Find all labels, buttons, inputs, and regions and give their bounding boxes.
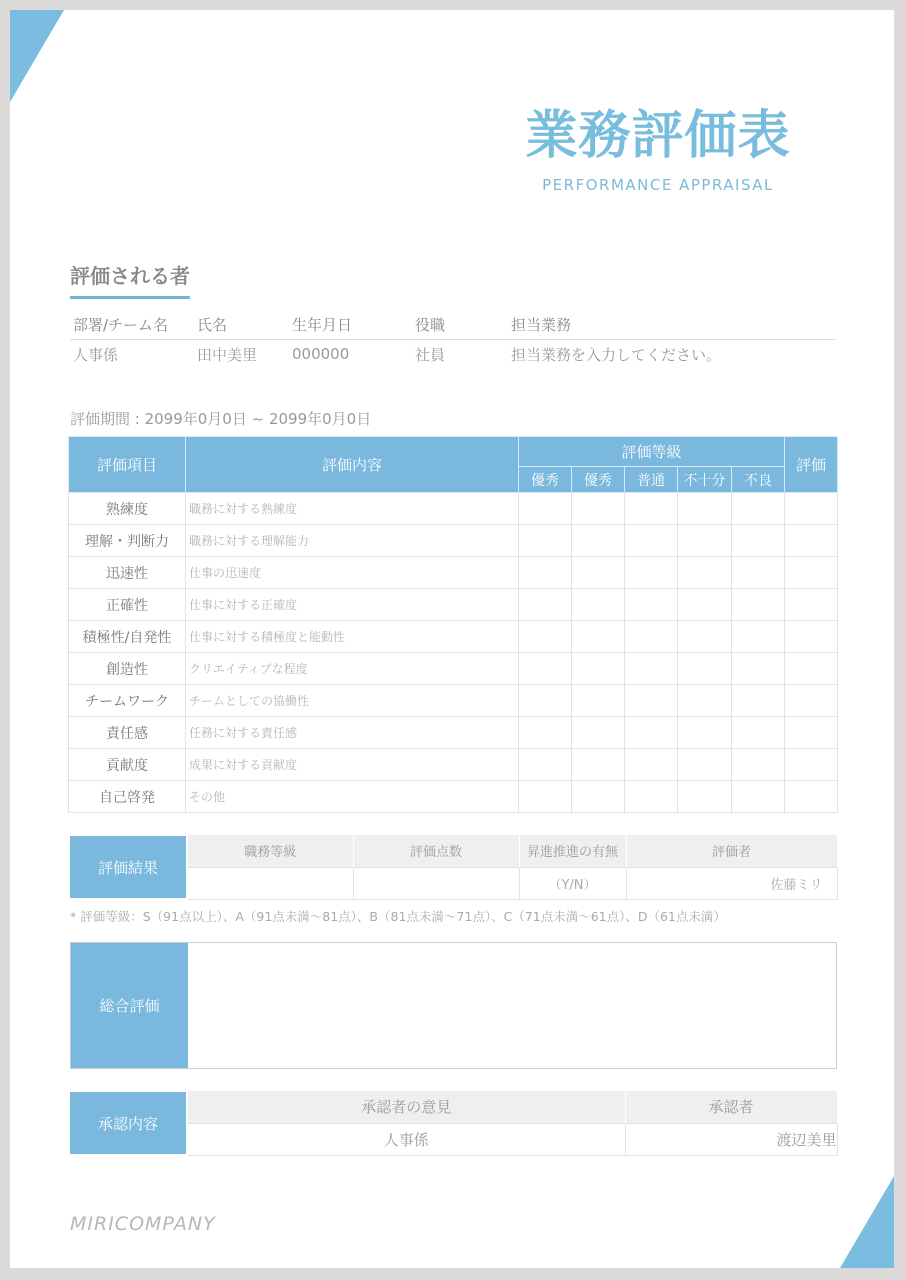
name-field[interactable]: 田中美里 <box>197 345 258 364</box>
score-cell[interactable] <box>785 525 838 557</box>
corner-decoration-top-left <box>10 10 64 102</box>
grade-cell-5[interactable] <box>732 749 785 781</box>
eval-item-label: 理解・判断力 <box>69 525 186 557</box>
evaluation-table <box>68 436 838 813</box>
evaluatee-header-row <box>70 310 836 340</box>
grade-cell-1[interactable] <box>519 493 572 525</box>
grade-cell-3[interactable] <box>625 685 678 717</box>
grade-cell-1[interactable] <box>519 557 572 589</box>
grade-scale-note: * 評価等級：S（91点以上）、A（91点未満～81点）、B（81点未満～71点）、C（71点未満～61点）、D（61点未満） <box>70 909 726 924</box>
eval-item-description: 任務に対する責任感 <box>186 717 519 749</box>
header-grade-3: 普通 <box>625 467 678 493</box>
eval-item-description: その他 <box>186 781 519 813</box>
eval-points-field[interactable] <box>353 867 519 899</box>
overall-evaluation-box <box>70 942 837 1069</box>
grade-cell-2[interactable] <box>572 653 625 685</box>
grade-cell-5[interactable] <box>732 589 785 621</box>
eval-item-description: チームとしての協働性 <box>186 685 519 717</box>
grade-cell-4[interactable] <box>678 717 732 749</box>
header-grade-5: 不良 <box>732 467 785 493</box>
corner-decoration-bottom-right <box>840 1176 894 1268</box>
document-subtitle: PERFORMANCE APPRAISAL <box>542 176 774 194</box>
eval-item-label: 自己啓発 <box>69 781 186 813</box>
evaluatee-values-row <box>70 340 836 368</box>
evaluation-row <box>69 685 838 717</box>
evaluator-field[interactable]: 佐藤ミリ <box>626 867 837 899</box>
grade-cell-4[interactable] <box>678 557 732 589</box>
score-cell[interactable] <box>785 781 838 813</box>
header-evaluator: 評価者 <box>626 835 837 867</box>
grade-cell-2[interactable] <box>572 781 625 813</box>
eval-item-label: チームワーク <box>69 685 186 717</box>
evaluation-row <box>69 781 838 813</box>
score-cell[interactable] <box>785 493 838 525</box>
approver-field[interactable]: 渡辺美里 <box>625 1123 837 1155</box>
eval-item-description: 成果に対する貢献度 <box>186 749 519 781</box>
grade-cell-1[interactable] <box>519 621 572 653</box>
grade-cell-4[interactable] <box>678 653 732 685</box>
eval-item-label: 積極性/自発性 <box>69 621 186 653</box>
evaluation-period: 評価期間 : 2099年0月0日 ~ 2099年0月0日 <box>70 410 372 428</box>
header-eval-points: 評価点数 <box>353 835 519 867</box>
header-promotion: 昇進推進の有無 <box>519 835 626 867</box>
grade-cell-2[interactable] <box>572 621 625 653</box>
header-job-grade: 職務等級 <box>187 835 353 867</box>
evaluatee-heading: 評価される者 <box>70 260 190 299</box>
grade-cell-4[interactable] <box>678 749 732 781</box>
department-field[interactable]: 人事係 <box>73 345 119 364</box>
promotion-field[interactable]: （Y/N） <box>519 867 626 899</box>
grade-cell-4[interactable] <box>678 621 732 653</box>
grade-cell-5[interactable] <box>732 685 785 717</box>
header-department: 部署/チーム名 <box>73 316 169 334</box>
grade-cell-2[interactable] <box>572 589 625 621</box>
grade-cell-1[interactable] <box>519 781 572 813</box>
duties-field[interactable]: 担当業務を入力してください。 <box>511 345 722 364</box>
header-grade-1: 優秀 <box>519 467 572 493</box>
evaluation-row <box>69 557 838 589</box>
grade-cell-3[interactable] <box>625 621 678 653</box>
overall-label: 総合評価 <box>71 943 188 1068</box>
header-eval-item: 評価項目 <box>69 437 186 493</box>
document-title: 業務評価表 <box>525 106 791 166</box>
header-score: 評価 <box>785 437 838 493</box>
approval-label: 承認内容 <box>69 1091 187 1155</box>
eval-item-description: 仕事に対する積極度と能動性 <box>186 621 519 653</box>
header-position: 役職 <box>415 316 446 334</box>
grade-cell-4[interactable] <box>678 493 732 525</box>
grade-cell-5[interactable] <box>732 781 785 813</box>
grade-cell-2[interactable] <box>572 493 625 525</box>
grade-cell-1[interactable] <box>519 685 572 717</box>
approval-table <box>68 1090 838 1156</box>
grade-cell-3[interactable] <box>625 781 678 813</box>
grade-cell-5[interactable] <box>732 525 785 557</box>
approver-opinion-field[interactable]: 人事係 <box>187 1123 625 1155</box>
score-cell[interactable] <box>785 717 838 749</box>
grade-cell-4[interactable] <box>678 685 732 717</box>
evaluation-row <box>69 621 838 653</box>
evaluation-row <box>69 749 838 781</box>
eval-item-description: 職務に対する熟練度 <box>186 493 519 525</box>
grade-cell-3[interactable] <box>625 749 678 781</box>
score-cell[interactable] <box>785 557 838 589</box>
header-eval-content: 評価内容 <box>186 437 519 493</box>
eval-item-label: 貢献度 <box>69 749 186 781</box>
score-cell[interactable] <box>785 749 838 781</box>
grade-cell-5[interactable] <box>732 717 785 749</box>
title-block <box>518 106 798 194</box>
evaluation-row <box>69 717 838 749</box>
grade-cell-2[interactable] <box>572 525 625 557</box>
header-grade-4: 不十分 <box>678 467 732 493</box>
result-table <box>68 834 838 900</box>
position-field[interactable]: 社員 <box>415 345 446 364</box>
grade-cell-5[interactable] <box>732 493 785 525</box>
eval-item-label: 熟練度 <box>69 493 186 525</box>
grade-cell-2[interactable] <box>572 749 625 781</box>
grade-cell-1[interactable] <box>519 717 572 749</box>
header-approver-opinion: 承認者の意見 <box>187 1091 625 1123</box>
grade-cell-1[interactable] <box>519 749 572 781</box>
evaluation-row <box>69 493 838 525</box>
eval-item-label: 責任感 <box>69 717 186 749</box>
overall-evaluation-field[interactable] <box>188 943 836 1068</box>
document-page <box>10 10 894 1268</box>
eval-item-label: 迅速性 <box>69 557 186 589</box>
header-approver: 承認者 <box>625 1091 837 1123</box>
grade-cell-3[interactable] <box>625 589 678 621</box>
birthdate-field[interactable]: 000000 <box>292 345 350 363</box>
grade-cell-3[interactable] <box>625 557 678 589</box>
header-grade-group: 評価等級 <box>519 437 785 467</box>
grade-cell-5[interactable] <box>732 557 785 589</box>
evaluatee-info-table <box>70 310 836 368</box>
score-cell[interactable] <box>785 621 838 653</box>
grade-cell-4[interactable] <box>678 781 732 813</box>
score-cell[interactable] <box>785 653 838 685</box>
grade-cell-3[interactable] <box>625 717 678 749</box>
grade-cell-2[interactable] <box>572 557 625 589</box>
header-grade-2: 優秀 <box>572 467 625 493</box>
grade-cell-3[interactable] <box>625 525 678 557</box>
grade-cell-2[interactable] <box>572 685 625 717</box>
eval-item-description: 仕事の迅速度 <box>186 557 519 589</box>
grade-cell-5[interactable] <box>732 653 785 685</box>
result-label: 評価結果 <box>69 835 187 899</box>
header-birthdate: 生年月日 <box>292 316 353 334</box>
eval-item-description: クリエイティブな程度 <box>186 653 519 685</box>
grade-cell-2[interactable] <box>572 717 625 749</box>
grade-cell-1[interactable] <box>519 589 572 621</box>
company-brand: MIRICOMPANY <box>70 1213 216 1235</box>
evaluation-row <box>69 653 838 685</box>
grade-cell-3[interactable] <box>625 653 678 685</box>
eval-item-label: 正確性 <box>69 589 186 621</box>
score-cell[interactable] <box>785 685 838 717</box>
grade-cell-1[interactable] <box>519 525 572 557</box>
grade-cell-1[interactable] <box>519 653 572 685</box>
job-grade-field[interactable] <box>187 867 353 899</box>
eval-item-description: 仕事に対する正確度 <box>186 589 519 621</box>
grade-cell-3[interactable] <box>625 493 678 525</box>
header-name: 氏名 <box>197 316 228 334</box>
grade-cell-4[interactable] <box>678 589 732 621</box>
score-cell[interactable] <box>785 589 838 621</box>
eval-item-description: 職務に対する理解能力 <box>186 525 519 557</box>
evaluation-row <box>69 589 838 621</box>
grade-cell-5[interactable] <box>732 621 785 653</box>
eval-item-label: 創造性 <box>69 653 186 685</box>
evaluation-row <box>69 525 838 557</box>
header-duties: 担当業務 <box>511 316 572 334</box>
grade-cell-4[interactable] <box>678 525 732 557</box>
